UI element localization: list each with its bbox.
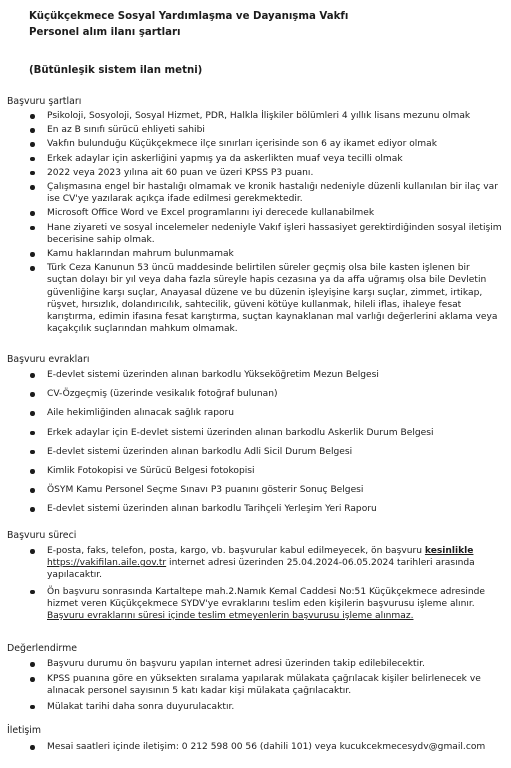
section-heading-documents: Başvuru evrakları (7, 354, 90, 365)
section-heading-contact: İletişim (7, 725, 42, 736)
document-note: (Bütünleşik sistem ilan metni) (29, 65, 203, 76)
list-item: Türk Ceza Kanunun 53 üncü maddesinde belirtilen süreler geçmiş olsa bile kasten işlenen bir suçtan dolayı bir yıl veya daha fazla süreyle hapis cezasına ya da affa uğramış olsa bile Devletin güvenliğine karşı suçlar, Anayasal düzene ve bu düzenin işleyişine karşı suçlar, zimmet, irtikap, rüşvet, hırsızlık, dolandırıcılık, sahtecilik, güveni kötüye kullanmak, hileli iflas, ihaleye fesat karıştırma, edimin ifasına fesat karıştırma, suçtan kaynaklanan mal varlığı değerlerini aklama veya kaçakçılık suçlarından mahkum olmamak. (0, 262, 511, 335)
list-item: Erkek adaylar için E-devlet sistemi üzerinden alınan barkodlu Askerlik Durum Belgesi (0, 427, 511, 439)
contact-list (0, 741, 511, 753)
process-text: internet adresi üzerinden 25.04.2024-06.05.2024 tarihleri arasında yapılacaktır. (47, 558, 475, 581)
list-item: Başvuru durumu ön başvuru yapılan internet adresi üzerinden takip edilebilecektir. (0, 658, 511, 670)
list-item: Psikoloji, Sosyoloji, Sosyal Hizmet, PDR, Halkla İlişkiler bölümleri 4 yıllık lisans mezunu olmak (0, 110, 511, 122)
requirements-list (0, 110, 511, 335)
process-emphasis: kesinlikle (424, 546, 474, 556)
section-heading-evaluation: Değerlendirme (7, 643, 78, 654)
list-item: KPSS puanına göre en yüksekten sıralama yapılarak mülakata çağrılacak kişiler belirlenecek ve alınacak personel sayısının 5 katı kadar kişi mülakata çağrılacaktır. (0, 673, 511, 697)
list-item: En az B sınıfı sürücü ehliyeti sahibi (0, 124, 511, 136)
list-item: Mesai saatleri içinde iletişim: 0 212 598 00 56 (dahili 101) veya kucukcekmecesydv@gmail.com (0, 741, 511, 753)
list-item: E-devlet sistemi üzerinden alınan barkodlu Tarihçeli Yerleşim Yeri Raporu (0, 503, 511, 515)
process-list (0, 545, 511, 622)
document-title: Küçükçekmece Sosyal Yardımlaşma ve Dayanışma Vakfı (29, 11, 349, 22)
list-item: Mülakat tarihi daha sonra duyurulacaktır. (0, 701, 511, 713)
list-item (0, 586, 511, 623)
process-warning: Başvuru evraklarını süresi içinde teslim etmeyenlerin başvurusu işleme alınmaz. (47, 611, 414, 622)
document-subtitle: Personel alım ilanı şartları (29, 27, 181, 38)
list-item: ÖSYM Kamu Personel Seçme Sınavı P3 puanını gösterir Sonuç Belgesi (0, 484, 511, 496)
application-link[interactable]: https://vakifilan.aile.gov.tr (47, 558, 167, 569)
list-item: Hane ziyareti ve sosyal incelemeler nedeniyle Vakıf işleri hassasiyet gerektirdiğinden sosyal iletişim becerisine sahip olmak. (0, 222, 511, 246)
list-item (0, 545, 511, 582)
process-text: E-posta, faks, telefon, posta, kargo, vb. başvurular kabul edilmeyecek, ön başvuru (47, 546, 425, 556)
list-item: CV-Özgeçmiş (üzerinde vesikalık fotoğraf bulunan) (0, 388, 511, 400)
list-item: Vakfın bulunduğu Küçükçekmece ilçe sınırları içerisinde son 6 ay ikamet ediyor olmak (0, 138, 511, 150)
list-item: E-devlet sistemi üzerinden alınan barkodlu Adli Sicil Durum Belgesi (0, 446, 511, 458)
list-item: 2022 veya 2023 yılına ait 60 puan ve üzeri KPSS P3 puanı. (0, 167, 511, 179)
section-heading-process: Başvuru süreci (7, 530, 77, 541)
list-item: E-devlet sistemi üzerinden alınan barkodlu Yükseköğretim Mezun Belgesi (0, 369, 511, 381)
list-item: Kimlik Fotokopisi ve Sürücü Belgesi fotokopisi (0, 465, 511, 477)
process-text: Ön başvuru sonrasında Kartaltepe mah.2.Namık Kemal Caddesi No:51 Küçükçekmece adresinde hizmet veren Küçükçekmece SYDV'ye evraklarını teslim eden kişilerin başvurusu işleme alınır. (47, 586, 485, 609)
list-item: Aile hekimliğinden alınacak sağlık raporu (0, 407, 511, 419)
documents-list (0, 369, 511, 516)
section-heading-requirements: Başvuru şartları (7, 96, 82, 107)
list-item: Çalışmasına engel bir hastalığı olmamak ve kronik hastalığı nedeniyle düzenli kullanılan bir ilaç var ise CV'ye yazılarak açıkça ifade edilmesi gerekmektedir. (0, 181, 511, 205)
list-item: Kamu haklarından mahrum bulunmamak (0, 248, 511, 260)
list-item: Erkek adaylar için askerliğini yapmış ya da askerlikten muaf veya tecilli olmak (0, 153, 511, 165)
list-item: Microsoft Office Word ve Excel programlarını iyi derecede kullanabilmek (0, 207, 511, 219)
evaluation-list (0, 658, 511, 713)
